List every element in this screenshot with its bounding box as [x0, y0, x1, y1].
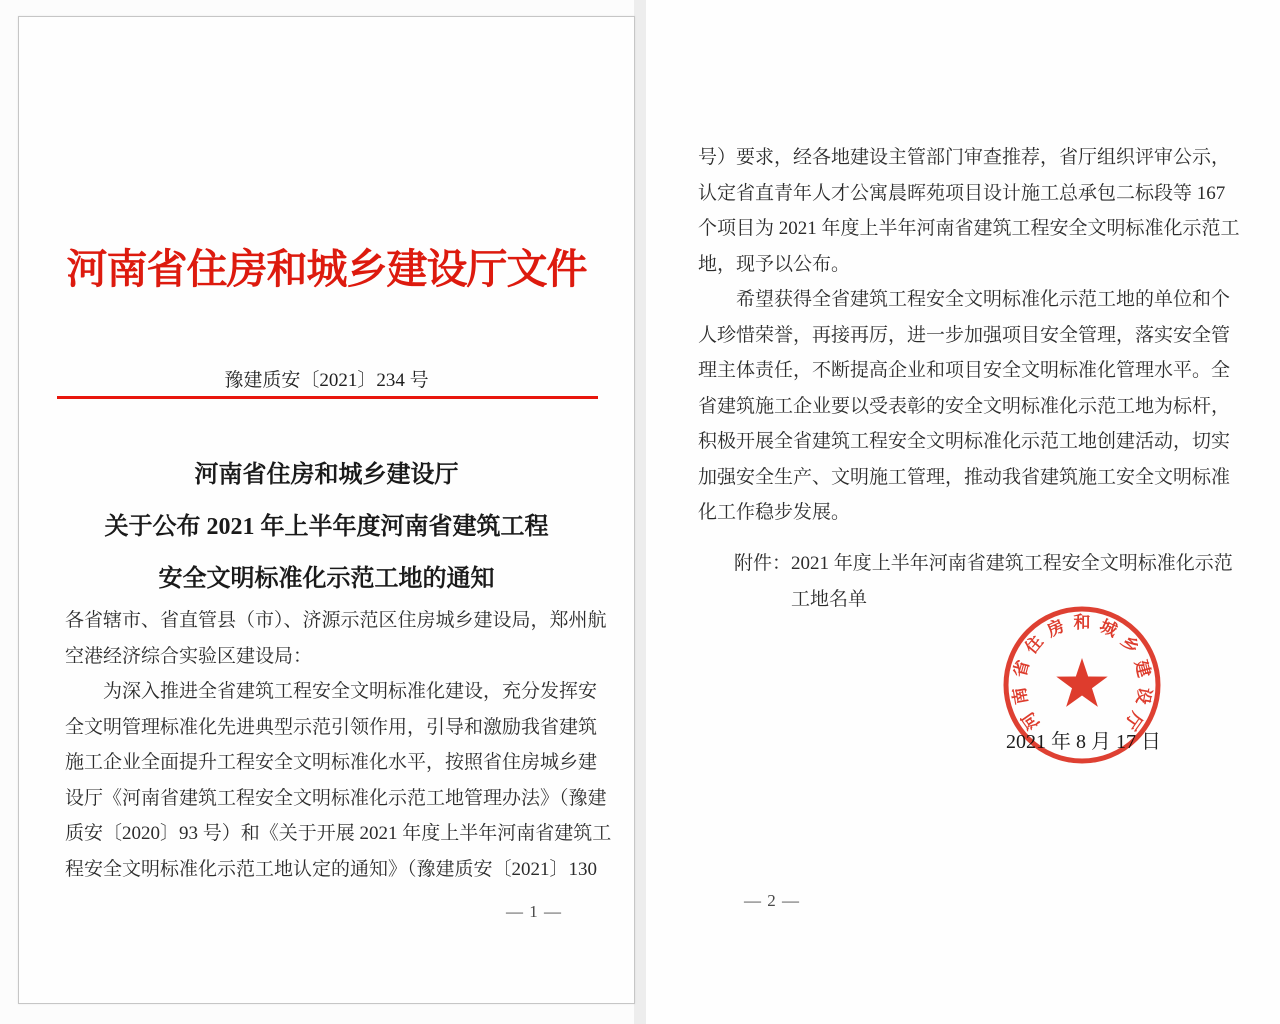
page-number-2: — 2 — [744, 891, 800, 910]
page-gap-divider [634, 0, 646, 1024]
body-line: 个项目为 2021 年度上半年河南省建筑工程安全文明标准化示范工 [698, 218, 1240, 239]
seal-arc-character: 河 [1018, 708, 1044, 734]
seal-arc-character: 省 [1010, 658, 1033, 680]
document-title [19, 449, 634, 605]
body-line: 为深入推进全省建筑工程安全文明标准化建设，充分发挥安 [103, 681, 598, 702]
seal-arc-character: 乡 [1117, 632, 1143, 658]
body-line: 人珍惜荣誉，再接再厉，进一步加强项目安全管理，落实安全管 [698, 324, 1231, 346]
body-line: 全文明管理标准化先进典型示范引领作用，引导和激励我省建筑 [65, 716, 598, 738]
issue-date: 2021 年 8 月 17 日 [1006, 731, 1161, 753]
body-line: 省建筑施工企业要以受表彰的安全文明标准化示范工地为标杆， [698, 395, 1231, 417]
page-number-1: — 1 — [506, 902, 562, 921]
body-line: 地，现予以公布。 [698, 253, 851, 275]
attachment-line: 附件：2021 年度上半年河南省建筑工程安全文明标准化示范 [734, 553, 1233, 574]
document-title-line: 河南省住房和城乡建设厅 [194, 462, 459, 488]
seal-arc-character: 厅 [1120, 708, 1146, 734]
body-line: 设厅《河南省建筑工程安全文明标准化示范工地管理办法》（豫建 [65, 787, 607, 809]
body-line: 加强安全生产、文明施工管理，推动我省建筑施工安全文明标准 [698, 466, 1231, 488]
seal-arc-character: 设 [1132, 685, 1155, 706]
document-title-line: 关于公布 2021 年上半年度河南省建筑工程 [104, 514, 549, 540]
body-line: 质安〔2020〕93 号）和《关于开展 2021 年度上半年河南省建筑工 [65, 823, 612, 844]
document-reference-number: 豫建质安〔2021〕234 号 [224, 370, 429, 391]
attachment-line: 工地名单 [791, 589, 868, 610]
body-line: 化工作稳步发展。 [698, 502, 851, 523]
seal-arc-character: 房 [1043, 616, 1068, 641]
document-page-2 [646, 0, 1280, 1024]
document-page-1 [18, 16, 635, 1004]
page2-body-text [698, 140, 1240, 531]
document-title-line: 安全文明标准化示范工地的通知 [158, 566, 495, 592]
body-line: 程安全文明标准化示范工地认定的通知》（豫建质安〔2021〕130 [65, 858, 598, 880]
body-line: 施工企业全面提升工程安全文明标准化水平，按照省住房城乡建 [65, 752, 598, 773]
seal-arc-character: 和 [1073, 613, 1091, 632]
body-line: 号）要求，经各地建设主管部门审查推荐，省厅组织评审公示， [698, 147, 1231, 168]
seal-arc-character: 住 [1021, 632, 1047, 658]
body-line: 积极开展全省建筑工程安全文明标准化示范工地创建活动，切实 [698, 431, 1231, 452]
star-icon [1056, 658, 1107, 707]
seal-arc-character: 南 [1009, 685, 1032, 706]
seal-arc-character: 建 [1131, 658, 1154, 680]
body-line: 空港经济综合实验区建设局： [65, 645, 313, 667]
official-seal-graphic [980, 583, 1184, 787]
page1-body-text [65, 603, 612, 887]
body-line: 希望获得全省建筑工程安全文明标准化示范工地的单位和个 [736, 289, 1231, 310]
body-line: 理主体责任，不断提高企业和项目安全文明标准化管理水平。全 [698, 360, 1231, 381]
body-line: 各省辖市、省直管县（市）、济源示范区住房城乡建设局，郑州航 [65, 610, 607, 631]
seal-arc-character: 城 [1096, 616, 1121, 641]
body-line: 认定省直青年人才公寓晨晖苑项目设计施工总承包二标段等 167 [698, 182, 1226, 204]
agency-letterhead-title: 河南省住房和城乡建设厅文件 [66, 246, 587, 292]
official-seal [980, 583, 1184, 787]
letterhead-divider-rule [57, 396, 598, 399]
